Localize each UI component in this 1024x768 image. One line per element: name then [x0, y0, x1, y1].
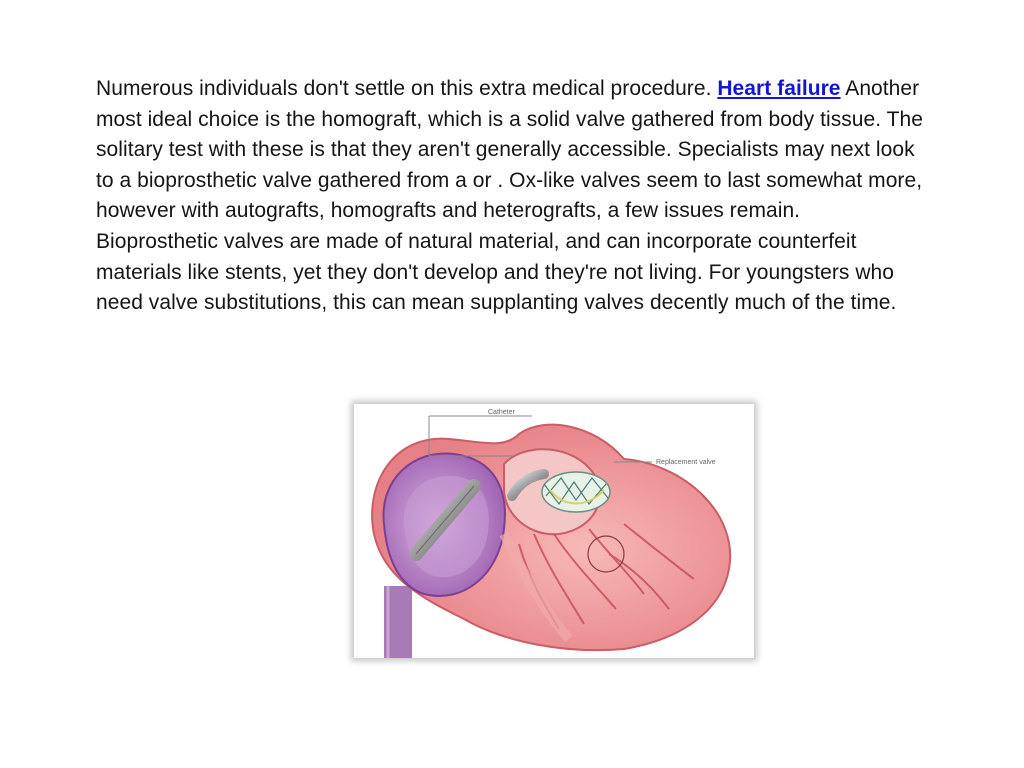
heart-valve-illustration — [354, 404, 754, 658]
replacement-valve-label: Replacement valve — [656, 459, 716, 466]
replacement-valve — [542, 472, 610, 512]
paragraph-text-start: Numerous individuals don't settle on this extra medical procedure. — [96, 77, 718, 100]
paragraph-text-rest: Another most ideal choice is the homograft, which is a solid valve gathered from body tissue. The solitary test with these is that they aren't generally accessible. Specialists may next look to a bioprosthetic valve gathered from a or . Ox-like valves seem to last somewhat more, however with autografts, homografts and heterografts, a few issues remain. Bioprosthetic valves are made of natural material, and can incorporate counterfeit materials like stents, yet they don't develop and they're not living. For youngsters who need valve substitutions, this can mean supplanting valves decently much of the time. — [96, 77, 923, 315]
catheter-label: Catheter — [488, 409, 515, 416]
heart-failure-link[interactable]: Heart failure — [717, 77, 841, 100]
body-paragraph — [96, 74, 926, 319]
heart-diagram — [354, 404, 754, 658]
